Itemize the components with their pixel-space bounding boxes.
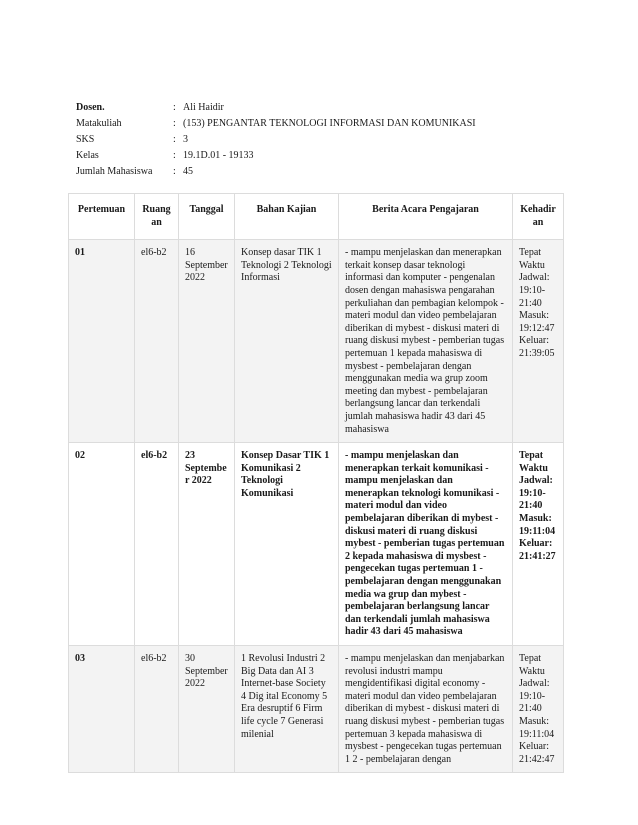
header-pertemuan: Pertemuan [69,194,135,240]
info-colon: : [173,134,176,145]
cell-tanggal: 30 September 2022 [179,646,235,773]
info-row-jumlah [76,164,476,180]
table-row [69,646,564,773]
cell-ruangan: el6-b2 [135,240,179,443]
info-label: Kelas [76,150,99,161]
cell-bahan-kajian: Konsep dasar TIK 1 Teknologi 2 Teknologi Informasi [235,240,339,443]
cell-tanggal: 23 September 2022 [179,443,235,646]
cell-ruangan: el6-b2 [135,443,179,646]
attendance-table [68,193,564,773]
cell-pertemuan: 03 [69,646,135,773]
cell-tanggal: 16 September 2022 [179,240,235,443]
info-colon: : [173,150,176,161]
info-row-sks [76,132,476,148]
cell-kehadiran: Tepat Waktu Jadwal: 19:10-21:40 Masuk: 19:11:04 Keluar: 21:42:47 [513,646,564,773]
info-value-sks: 3 [183,134,188,145]
info-value-jumlah: 45 [183,166,193,177]
course-info [76,100,476,180]
info-label: Jumlah Mahasiswa [76,166,153,177]
info-colon: : [173,102,176,113]
header-bahan-kajian: Bahan Kajian [235,194,339,240]
cell-kehadiran: Tepat Waktu Jadwal: 19:10-21:40 Masuk: 19:11:04 Keluar: 21:41:27 [513,443,564,646]
header-berita-acara: Berita Acara Pengajaran [339,194,513,240]
info-value-kelas: 19.1D.01 - 19133 [183,150,254,161]
table-row [69,240,564,443]
info-label: SKS [76,134,95,145]
header-tanggal: Tanggal [179,194,235,240]
info-label: Dosen. [76,102,105,113]
cell-pertemuan: 01 [69,240,135,443]
cell-kehadiran: Tepat Waktu Jadwal: 19:10-21:40 Masuk: 19:12:47 Keluar: 21:39:05 [513,240,564,443]
info-value-matakuliah: (153) PENGANTAR TEKNOLOGI INFORMASI DAN KOMUNIKASI [183,118,476,129]
info-value-dosen: Ali Haidir [183,102,224,113]
table-row [69,443,564,646]
cell-ruangan: el6-b2 [135,646,179,773]
info-row-kelas [76,148,476,164]
cell-bahan-kajian: 1 Revolusi Industri 2 Big Data dan AI 3 Internet-base Society 4 Dig ital Economy 5 Era desruptif 6 Firm life cycle 7 Generasi milenial [235,646,339,773]
table-header-row [69,194,564,240]
info-colon: : [173,166,176,177]
cell-berita-acara: - mampu menjelaskan dan menjabarkan revolusi industri mampu mengidentifikasi digital economy - materi modul dan video pembelajaran diberikan di mybest - diskusi materi di ruang diskusi mybest - pemberian tugas pertemuan 3 kepada mahasiswa di mysbest - pengecekan tugas pertemuan 1 2 - pembelajaran dengan [339,646,513,773]
cell-berita-acara: - mampu menjelaskan dan menerapkan terkait komunikasi - mampu menjelaskan dan menerapkan teknologi komunikasi - materi modul dan video pembelajaran diberikan di mybest - diskusi materi di ruang diskusi mybest - pemberian tugas pertemuan 2 kepada mahasiswa di mysbest - pengecekan tugas pertemuan 1 - pembelajaran dengan menggunakan media wa grup dan mybest - pembelajaran berlangsung lancar dan terkendali jumlah mahasiswa hadir 43 dari 45 mahasiswa [339,443,513,646]
header-kehadiran: Kehadiran [513,194,564,240]
info-label: Matakuliah [76,118,122,129]
info-colon: : [173,118,176,129]
info-row-matakuliah [76,116,476,132]
cell-berita-acara: - mampu menjelaskan dan menerapkan terkait konsep dasar teknologi informasi dan komputer - pengenalan dosen dengan mahasiswa pengarahan perkuliahan dan pembagian kelompok - materi modul dan video pembelajaran diberikan di mybest - diskusi materi di ruang diskusi mybest - pemberian tugas pertemuan 1 kepada mahasiswa di mysbest - pembelajaran dengan menggunakan media wa grup zoom meeting dan mybest - pembelajaran berlangsung lancar dan terkendali jumlah mahasiswa hadir 43 dari 45 mahasiswa [339,240,513,443]
header-ruangan: Ruangan [135,194,179,240]
info-row-dosen [76,100,476,116]
cell-bahan-kajian: Konsep Dasar TIK 1 Komunikasi 2 Teknologi Komunikasi [235,443,339,646]
cell-pertemuan: 02 [69,443,135,646]
